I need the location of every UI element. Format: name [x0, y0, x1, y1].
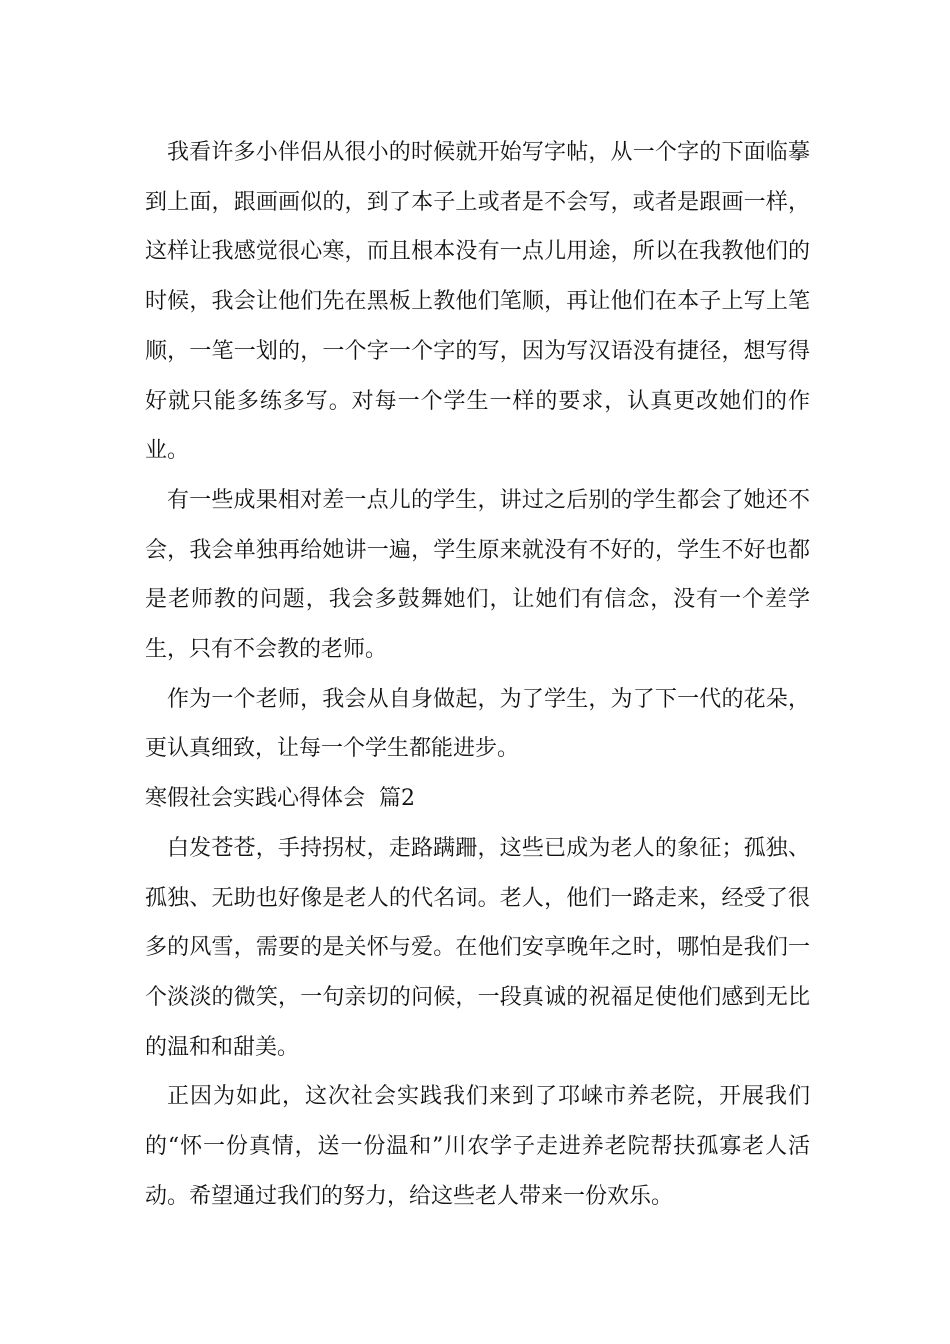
paragraph-3: 作为一个老师，我会从自身做起，为了学生，为了下一代的花朵，更认真细致，让每一个学生都能进步。 [145, 686, 810, 762]
document-body [145, 128, 810, 1221]
paragraph-2: 有一些成果相对差一点儿的学生，讲过之后别的学生都会了她还不会，我会单独再给她讲一遍，学生原来就没有不好的，学生不好也都是老师教的问题，我会多鼓舞她们，让她们有信念，没有一个差学生，只有不会教的老师。 [145, 487, 810, 663]
paragraph-5: 正因为如此，这次社会实践我们来到了邛崃市养老院，开展我们的“怀一份真情，送一份温和”川农学子走进养老院帮扶孤寡老人活动。希望通过我们的努力，给这些老人带来一份欢乐。 [145, 1084, 810, 1209]
section-heading: 寒假社会实践心得体会 篇2 [145, 786, 415, 812]
paragraph-1: 我看许多小伴侣从很小的时候就开始写字帖，从一个字的下面临摹到上面，跟画画似的，到了本子上或者是不会写，或者是跟画一样，这样让我感觉很心寒，而且根本没有一点儿用途，所以在我教他们的时候，我会让他们先在黑板上教他们笔顺，再让他们在本子上写上笔顺，一笔一划的，一个字一个字的写，因为写汉语没有捷径，想写得好就只能多练多写。对每一个学生一样的要求，认真更改她们的作业。 [145, 140, 810, 464]
paragraph-4: 白发苍苍，手持拐杖，走路蹒跚，这些已成为老人的象征；孤独、孤独、无助也好像是老人的代名词。老人，他们一路走来，经受了很多的风雪，需要的是关怀与爱。在他们安享晚年之时，哪怕是我们一个淡淡的微笑，一句亲切的问候，一段真诚的祝福足使他们感到无比的温和和甜美。 [145, 835, 810, 1060]
